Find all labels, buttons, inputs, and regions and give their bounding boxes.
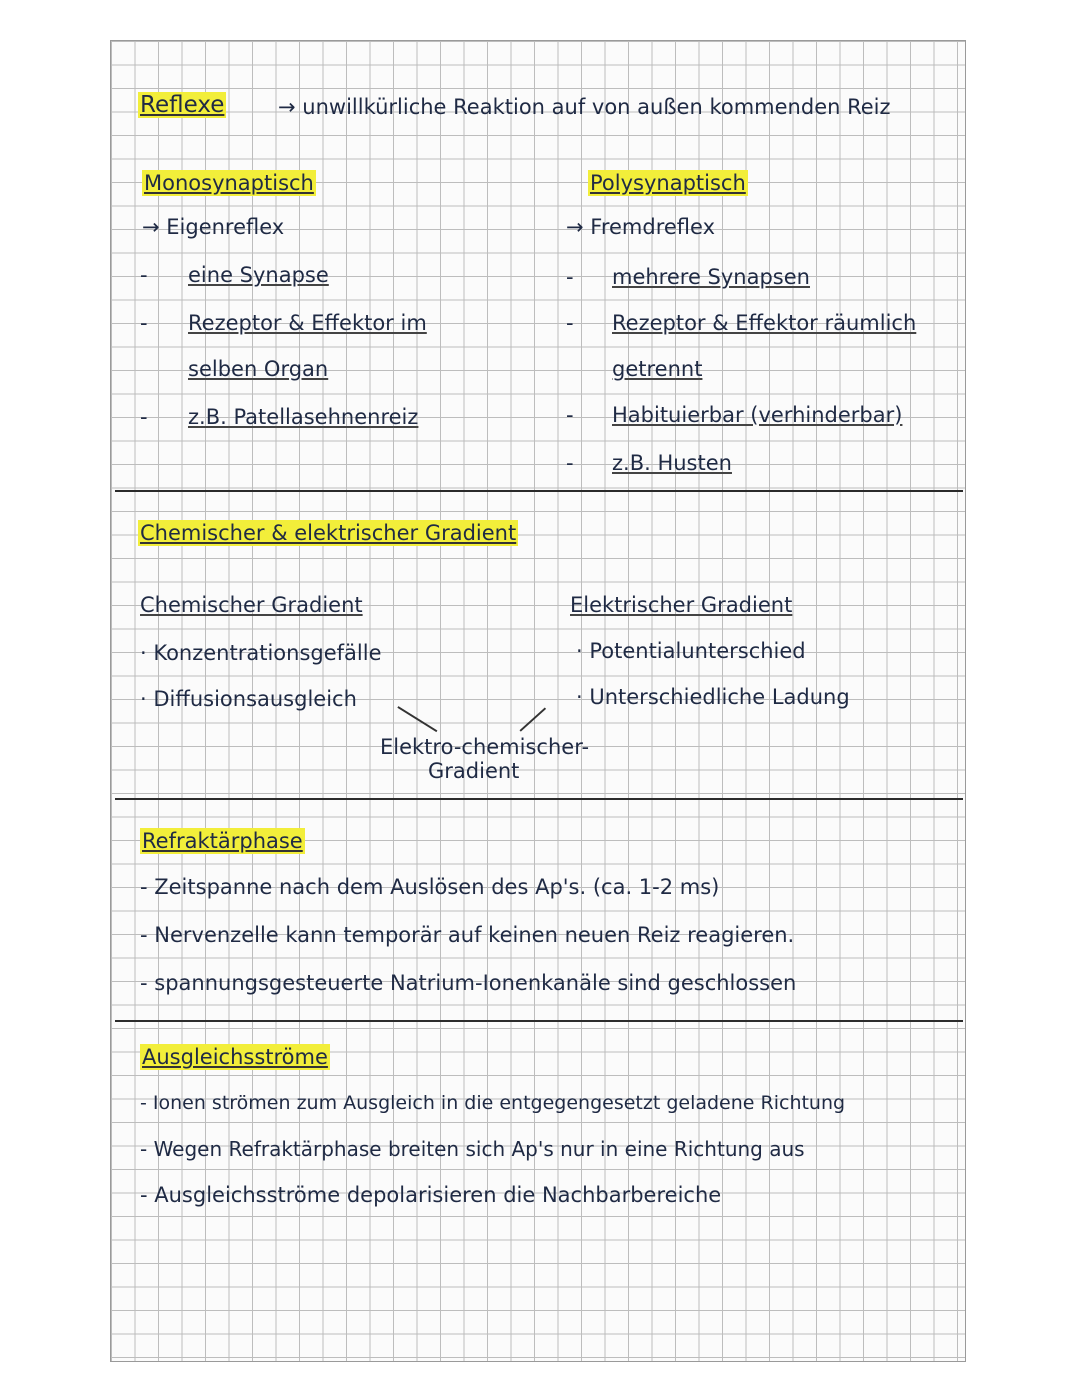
section-divider-1 — [115, 490, 963, 492]
mono-bullet-2-line2: selben Organ — [188, 357, 329, 381]
ausgleich-item-2: - Wegen Refraktärphase breiten sich Ap's nur in eine Richtung aus — [140, 1137, 805, 1161]
poly-bullet-2-line2: getrennt — [612, 357, 703, 381]
mono-type: → Eigenreflex — [142, 215, 285, 239]
mono-title: Monosynaptisch — [144, 171, 314, 195]
poly-title: Polysynaptisch — [590, 171, 746, 195]
elek-gradient-item-2: · Unterschiedliche Ladung — [576, 685, 850, 709]
mono-bullet-1: eine Synapse — [188, 263, 329, 287]
mono-dash-3: - — [140, 405, 148, 429]
section-divider-3 — [115, 1020, 963, 1022]
mono-dash-1: - — [140, 263, 148, 287]
refrakter-item-1: - Zeitspanne nach dem Auslösen des Ap's. (ca. 1-2 ms) — [140, 875, 720, 899]
ausgleich-title: Ausgleichsströme — [142, 1045, 328, 1069]
poly-bullet-4: z.B. Husten — [612, 451, 732, 475]
combined-gradient-line-2: Gradient — [428, 759, 520, 783]
refrakter-item-2: - Nervenzelle kann temporär auf keinen neuen Reiz reagieren. — [140, 923, 795, 947]
poly-bullet-1: mehrere Synapsen — [612, 265, 810, 289]
poly-bullet-2-line1: Rezeptor & Effektor räumlich — [612, 311, 917, 335]
chem-gradient-item-2: · Diffusionsausgleich — [140, 687, 357, 711]
refrakter-title: Refraktärphase — [142, 829, 303, 853]
combined-gradient-line-1: Elektro-chemischer- — [380, 735, 590, 759]
section-divider-2 — [115, 798, 963, 800]
poly-bullet-3: Habituierbar (verhinderbar) — [612, 403, 903, 427]
poly-dash-1: - — [566, 265, 574, 289]
poly-dash-3: - — [566, 403, 574, 427]
chem-gradient-title: Chemischer Gradient — [140, 593, 363, 617]
ausgleich-item-1: - Ionen strömen zum Ausgleich in die entgegengesetzt geladene Richtung — [140, 1092, 846, 1114]
refrakter-item-3: - spannungsgesteuerte Natrium-Ionenkanäle sind geschlossen — [140, 971, 797, 995]
mono-dash-2: - — [140, 311, 148, 335]
mono-bullet-3: z.B. Patellasehnenreiz — [188, 405, 419, 429]
ausgleich-item-3: - Ausgleichsströme depolarisieren die Nachbarbereiche — [140, 1183, 722, 1207]
gradient-title: Chemischer & elektrischer Gradient — [140, 521, 517, 545]
elek-gradient-title: Elektrischer Gradient — [570, 593, 793, 617]
reflexe-definition: → unwillkürliche Reaktion auf von außen kommenden Reiz — [278, 95, 891, 119]
poly-type: → Fremdreflex — [566, 215, 715, 239]
mono-bullet-2-line1: Rezeptor & Effektor im — [188, 311, 427, 335]
elek-gradient-item-1: · Potentialunterschied — [576, 639, 806, 663]
poly-dash-2: - — [566, 311, 574, 335]
chem-gradient-item-1: · Konzentrationsgefälle — [140, 641, 382, 665]
reflexe-title: Reflexe — [140, 92, 225, 118]
poly-dash-4: - — [566, 451, 574, 475]
